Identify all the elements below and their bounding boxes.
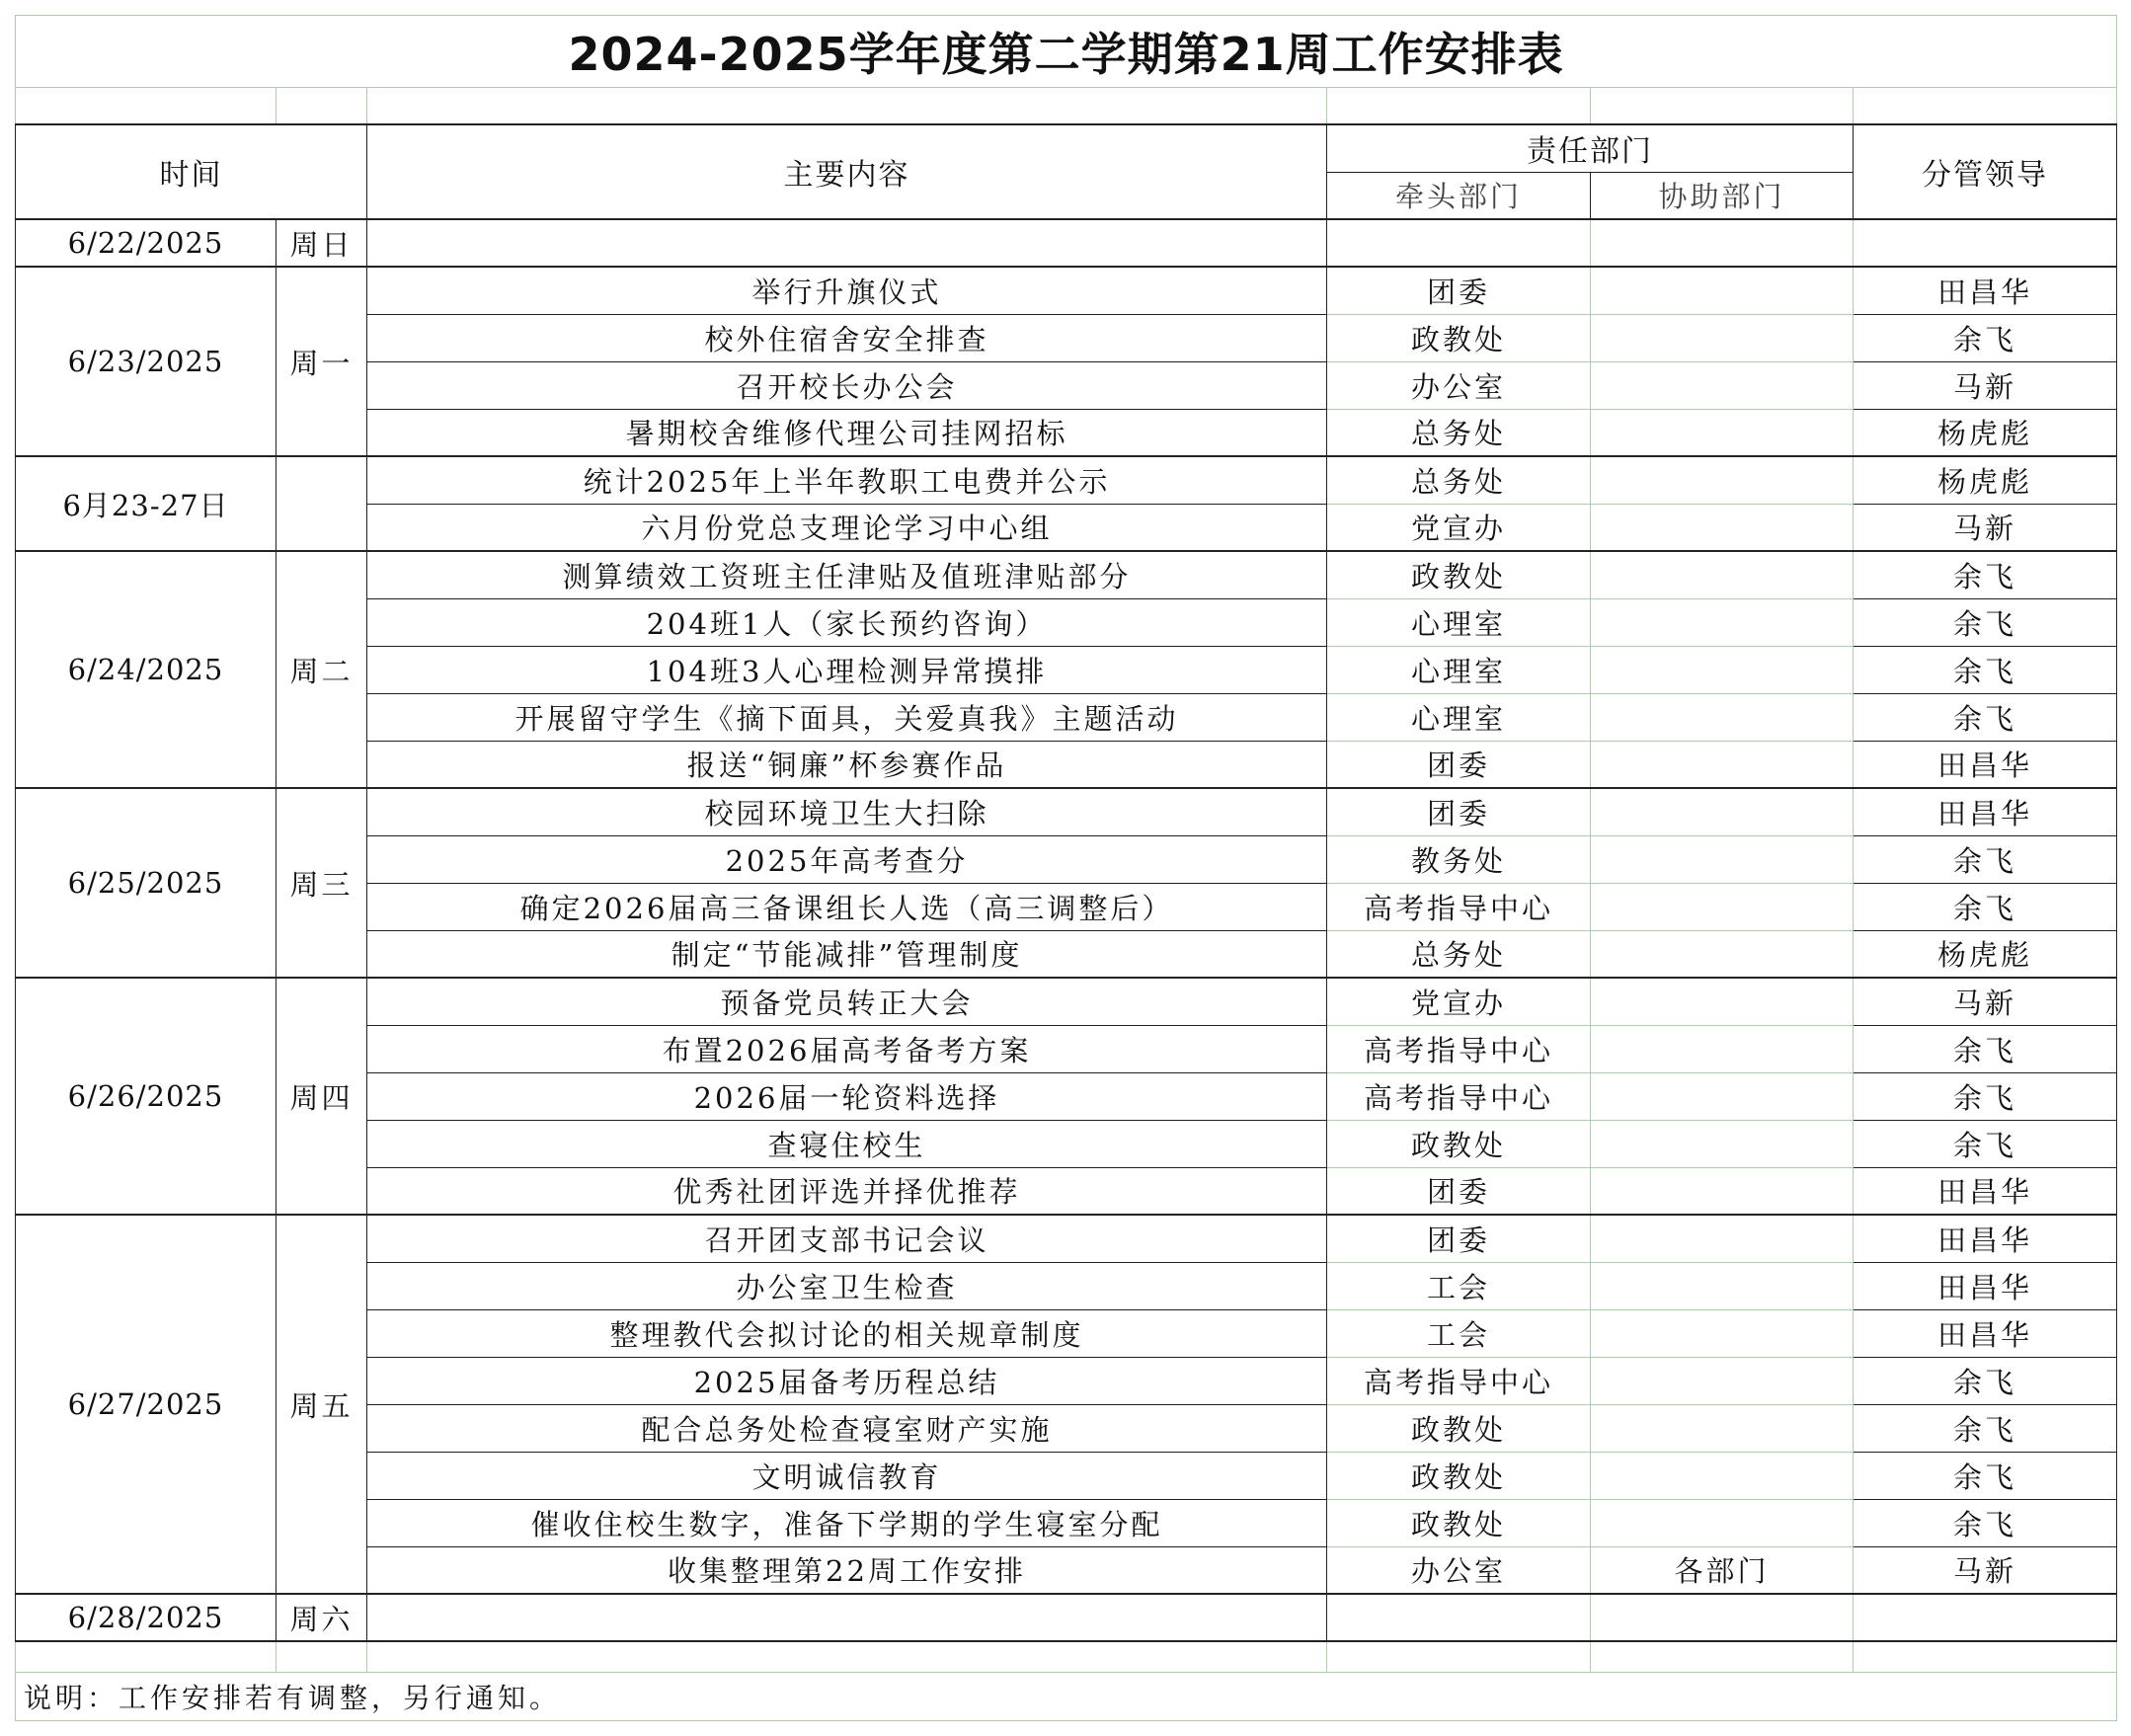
leader-cell: 田昌华	[1854, 1309, 2117, 1357]
date-cell: 6/24/2025	[16, 551, 276, 788]
header-lead-dept: 牵头部门	[1327, 172, 1591, 219]
weekday-cell: 周四	[276, 978, 367, 1215]
spacer-cell	[1854, 88, 2117, 125]
assist-dept-cell	[1591, 1309, 1854, 1357]
spacer-cell	[16, 1641, 276, 1673]
work-schedule-table	[15, 15, 2117, 1721]
lead-dept-cell: 党宣办	[1327, 504, 1591, 551]
content-cell: 报送“铜廉”杯参赛作品	[367, 741, 1327, 788]
header-responsible-dept: 责任部门	[1327, 124, 1854, 172]
table-row	[16, 1215, 2117, 1262]
weekday-cell: 周日	[276, 219, 367, 267]
header-time: 时间	[16, 124, 367, 219]
header-content: 主要内容	[367, 124, 1327, 219]
leader-cell: 杨虎彪	[1854, 456, 2117, 504]
assist-dept-cell	[1591, 1215, 1854, 1262]
weekday-cell: 周二	[276, 551, 367, 788]
leader-cell: 田昌华	[1854, 267, 2117, 314]
table-row	[16, 788, 2117, 835]
assist-dept-cell	[1591, 1262, 1854, 1309]
content-cell: 配合总务处检查寝室财产实施	[367, 1404, 1327, 1452]
leader-cell: 田昌华	[1854, 1215, 2117, 1262]
weekday-cell: 周三	[276, 788, 367, 978]
lead-dept-cell: 团委	[1327, 741, 1591, 788]
assist-dept-cell	[1591, 1072, 1854, 1120]
assist-dept-cell	[1591, 1167, 1854, 1215]
assist-dept-cell	[1591, 883, 1854, 930]
lead-dept-cell: 办公室	[1327, 361, 1591, 409]
table-row	[16, 978, 2117, 1025]
table-row	[16, 1594, 2117, 1641]
leader-cell: 马新	[1854, 361, 2117, 409]
spacer-cell	[276, 88, 367, 125]
table-row	[16, 551, 2117, 598]
content-cell: 校外住宿舍安全排查	[367, 314, 1327, 361]
leader-cell: 余飞	[1854, 1452, 2117, 1499]
leader-cell: 田昌华	[1854, 1262, 2117, 1309]
assist-dept-cell	[1591, 646, 1854, 693]
leader-cell: 余飞	[1854, 835, 2117, 883]
content-cell: 文明诚信教育	[367, 1452, 1327, 1499]
date-cell: 6/26/2025	[16, 978, 276, 1215]
assist-dept-cell	[1591, 267, 1854, 314]
content-cell: 制定“节能减排”管理制度	[367, 930, 1327, 978]
page-title: 2024-2025学年度第二学期第21周工作安排表	[16, 16, 2117, 88]
spacer-cell	[1591, 88, 1854, 125]
assist-dept-cell	[1591, 978, 1854, 1025]
lead-dept-cell: 教务处	[1327, 835, 1591, 883]
date-cell: 6/25/2025	[16, 788, 276, 978]
leader-cell: 马新	[1854, 504, 2117, 551]
content-cell: 收集整理第22周工作安排	[367, 1546, 1327, 1594]
content-cell	[367, 219, 1327, 267]
content-cell: 办公室卫生检查	[367, 1262, 1327, 1309]
leader-cell	[1854, 1594, 2117, 1641]
spacer-cell	[1327, 1641, 1591, 1673]
content-cell	[367, 1594, 1327, 1641]
content-cell: 布置2026届高考备考方案	[367, 1025, 1327, 1072]
content-cell: 暑期校舍维修代理公司挂网招标	[367, 409, 1327, 456]
assist-dept-cell	[1591, 693, 1854, 741]
leader-cell: 余飞	[1854, 314, 2117, 361]
lead-dept-cell: 党宣办	[1327, 978, 1591, 1025]
leader-cell: 马新	[1854, 978, 2117, 1025]
leader-cell: 田昌华	[1854, 1167, 2117, 1215]
lead-dept-cell: 政教处	[1327, 314, 1591, 361]
lead-dept-cell: 政教处	[1327, 1120, 1591, 1167]
content-cell: 校园环境卫生大扫除	[367, 788, 1327, 835]
lead-dept-cell: 团委	[1327, 1167, 1591, 1215]
leader-cell: 余飞	[1854, 1357, 2117, 1404]
spacer-cell	[1591, 1641, 1854, 1673]
date-cell: 6/28/2025	[16, 1594, 276, 1641]
date-cell: 6/23/2025	[16, 267, 276, 456]
lead-dept-cell	[1327, 219, 1591, 267]
weekday-cell: 周一	[276, 267, 367, 456]
leader-cell: 余飞	[1854, 693, 2117, 741]
spacer-cell	[367, 1641, 1327, 1673]
date-cell: 6/22/2025	[16, 219, 276, 267]
weekday-cell: 周六	[276, 1594, 367, 1641]
leader-cell: 田昌华	[1854, 741, 2117, 788]
leader-cell: 余飞	[1854, 646, 2117, 693]
lead-dept-cell: 工会	[1327, 1309, 1591, 1357]
assist-dept-cell	[1591, 361, 1854, 409]
assist-dept-cell	[1591, 1120, 1854, 1167]
content-cell: 统计2025年上半年教职工电费并公示	[367, 456, 1327, 504]
content-cell: 确定2026届高三备课组长人选（高三调整后）	[367, 883, 1327, 930]
lead-dept-cell	[1327, 1594, 1591, 1641]
assist-dept-cell	[1591, 551, 1854, 598]
content-cell: 2025年高考查分	[367, 835, 1327, 883]
date-cell: 6/27/2025	[16, 1215, 276, 1594]
assist-dept-cell	[1591, 598, 1854, 646]
assist-dept-cell	[1591, 314, 1854, 361]
leader-cell: 余飞	[1854, 551, 2117, 598]
assist-dept-cell	[1591, 1594, 1854, 1641]
date-cell: 6月23-27日	[16, 456, 276, 551]
weekday-cell	[276, 456, 367, 551]
assist-dept-cell	[1591, 788, 1854, 835]
spacer-cell	[16, 88, 276, 125]
content-cell: 召开校长办公会	[367, 361, 1327, 409]
leader-cell: 杨虎彪	[1854, 409, 2117, 456]
assist-dept-cell	[1591, 1025, 1854, 1072]
content-cell: 2025届备考历程总结	[367, 1357, 1327, 1404]
lead-dept-cell: 团委	[1327, 267, 1591, 314]
lead-dept-cell: 总务处	[1327, 409, 1591, 456]
content-cell: 举行升旗仪式	[367, 267, 1327, 314]
content-cell: 六月份党总支理论学习中心组	[367, 504, 1327, 551]
lead-dept-cell: 团委	[1327, 1215, 1591, 1262]
assist-dept-cell	[1591, 930, 1854, 978]
assist-dept-cell	[1591, 456, 1854, 504]
leader-cell: 余飞	[1854, 1499, 2117, 1546]
leader-cell: 余飞	[1854, 883, 2117, 930]
assist-dept-cell	[1591, 504, 1854, 551]
content-cell: 测算绩效工资班主任津贴及值班津贴部分	[367, 551, 1327, 598]
assist-dept-cell	[1591, 1499, 1854, 1546]
lead-dept-cell: 总务处	[1327, 930, 1591, 978]
assist-dept-cell	[1591, 741, 1854, 788]
leader-cell: 田昌华	[1854, 788, 2117, 835]
assist-dept-cell	[1591, 1357, 1854, 1404]
lead-dept-cell: 心理室	[1327, 693, 1591, 741]
lead-dept-cell: 办公室	[1327, 1546, 1591, 1594]
lead-dept-cell: 高考指导中心	[1327, 1025, 1591, 1072]
header-leader: 分管领导	[1854, 124, 2117, 219]
lead-dept-cell: 政教处	[1327, 1404, 1591, 1452]
content-cell: 开展留守学生《摘下面具，关爱真我》主题活动	[367, 693, 1327, 741]
assist-dept-cell	[1591, 409, 1854, 456]
lead-dept-cell: 政教处	[1327, 551, 1591, 598]
assist-dept-cell	[1591, 1404, 1854, 1452]
leader-cell: 余飞	[1854, 1025, 2117, 1072]
content-cell: 催收住校生数字，准备下学期的学生寝室分配	[367, 1499, 1327, 1546]
content-cell: 召开团支部书记会议	[367, 1215, 1327, 1262]
content-cell: 整理教代会拟讨论的相关规章制度	[367, 1309, 1327, 1357]
table-row	[16, 267, 2117, 314]
lead-dept-cell: 政教处	[1327, 1452, 1591, 1499]
lead-dept-cell: 团委	[1327, 788, 1591, 835]
assist-dept-cell	[1591, 1452, 1854, 1499]
spacer-cell	[1854, 1641, 2117, 1673]
content-cell: 预备党员转正大会	[367, 978, 1327, 1025]
spacer-cell	[276, 1641, 367, 1673]
weekday-cell: 周五	[276, 1215, 367, 1594]
spacer-cell	[367, 88, 1327, 125]
lead-dept-cell: 工会	[1327, 1262, 1591, 1309]
footnote: 说明：工作安排若有调整，另行通知。	[16, 1673, 2117, 1721]
lead-dept-cell: 高考指导中心	[1327, 1357, 1591, 1404]
header-assist-dept: 协助部门	[1591, 172, 1854, 219]
leader-cell: 余飞	[1854, 1404, 2117, 1452]
table-row	[16, 219, 2117, 267]
assist-dept-cell	[1591, 219, 1854, 267]
content-cell: 104班3人心理检测异常摸排	[367, 646, 1327, 693]
leader-cell: 余飞	[1854, 1072, 2117, 1120]
lead-dept-cell: 政教处	[1327, 1499, 1591, 1546]
assist-dept-cell	[1591, 835, 1854, 883]
lead-dept-cell: 高考指导中心	[1327, 1072, 1591, 1120]
leader-cell: 余飞	[1854, 598, 2117, 646]
lead-dept-cell: 心理室	[1327, 598, 1591, 646]
content-cell: 2026届一轮资料选择	[367, 1072, 1327, 1120]
leader-cell: 马新	[1854, 1546, 2117, 1594]
assist-dept-cell: 各部门	[1591, 1546, 1854, 1594]
lead-dept-cell: 心理室	[1327, 646, 1591, 693]
content-cell: 查寝住校生	[367, 1120, 1327, 1167]
leader-cell	[1854, 219, 2117, 267]
content-cell: 优秀社团评选并择优推荐	[367, 1167, 1327, 1215]
lead-dept-cell: 总务处	[1327, 456, 1591, 504]
table-row	[16, 456, 2117, 504]
leader-cell: 杨虎彪	[1854, 930, 2117, 978]
content-cell: 204班1人（家长预约咨询）	[367, 598, 1327, 646]
lead-dept-cell: 高考指导中心	[1327, 883, 1591, 930]
spacer-cell	[1327, 88, 1591, 125]
leader-cell: 余飞	[1854, 1120, 2117, 1167]
